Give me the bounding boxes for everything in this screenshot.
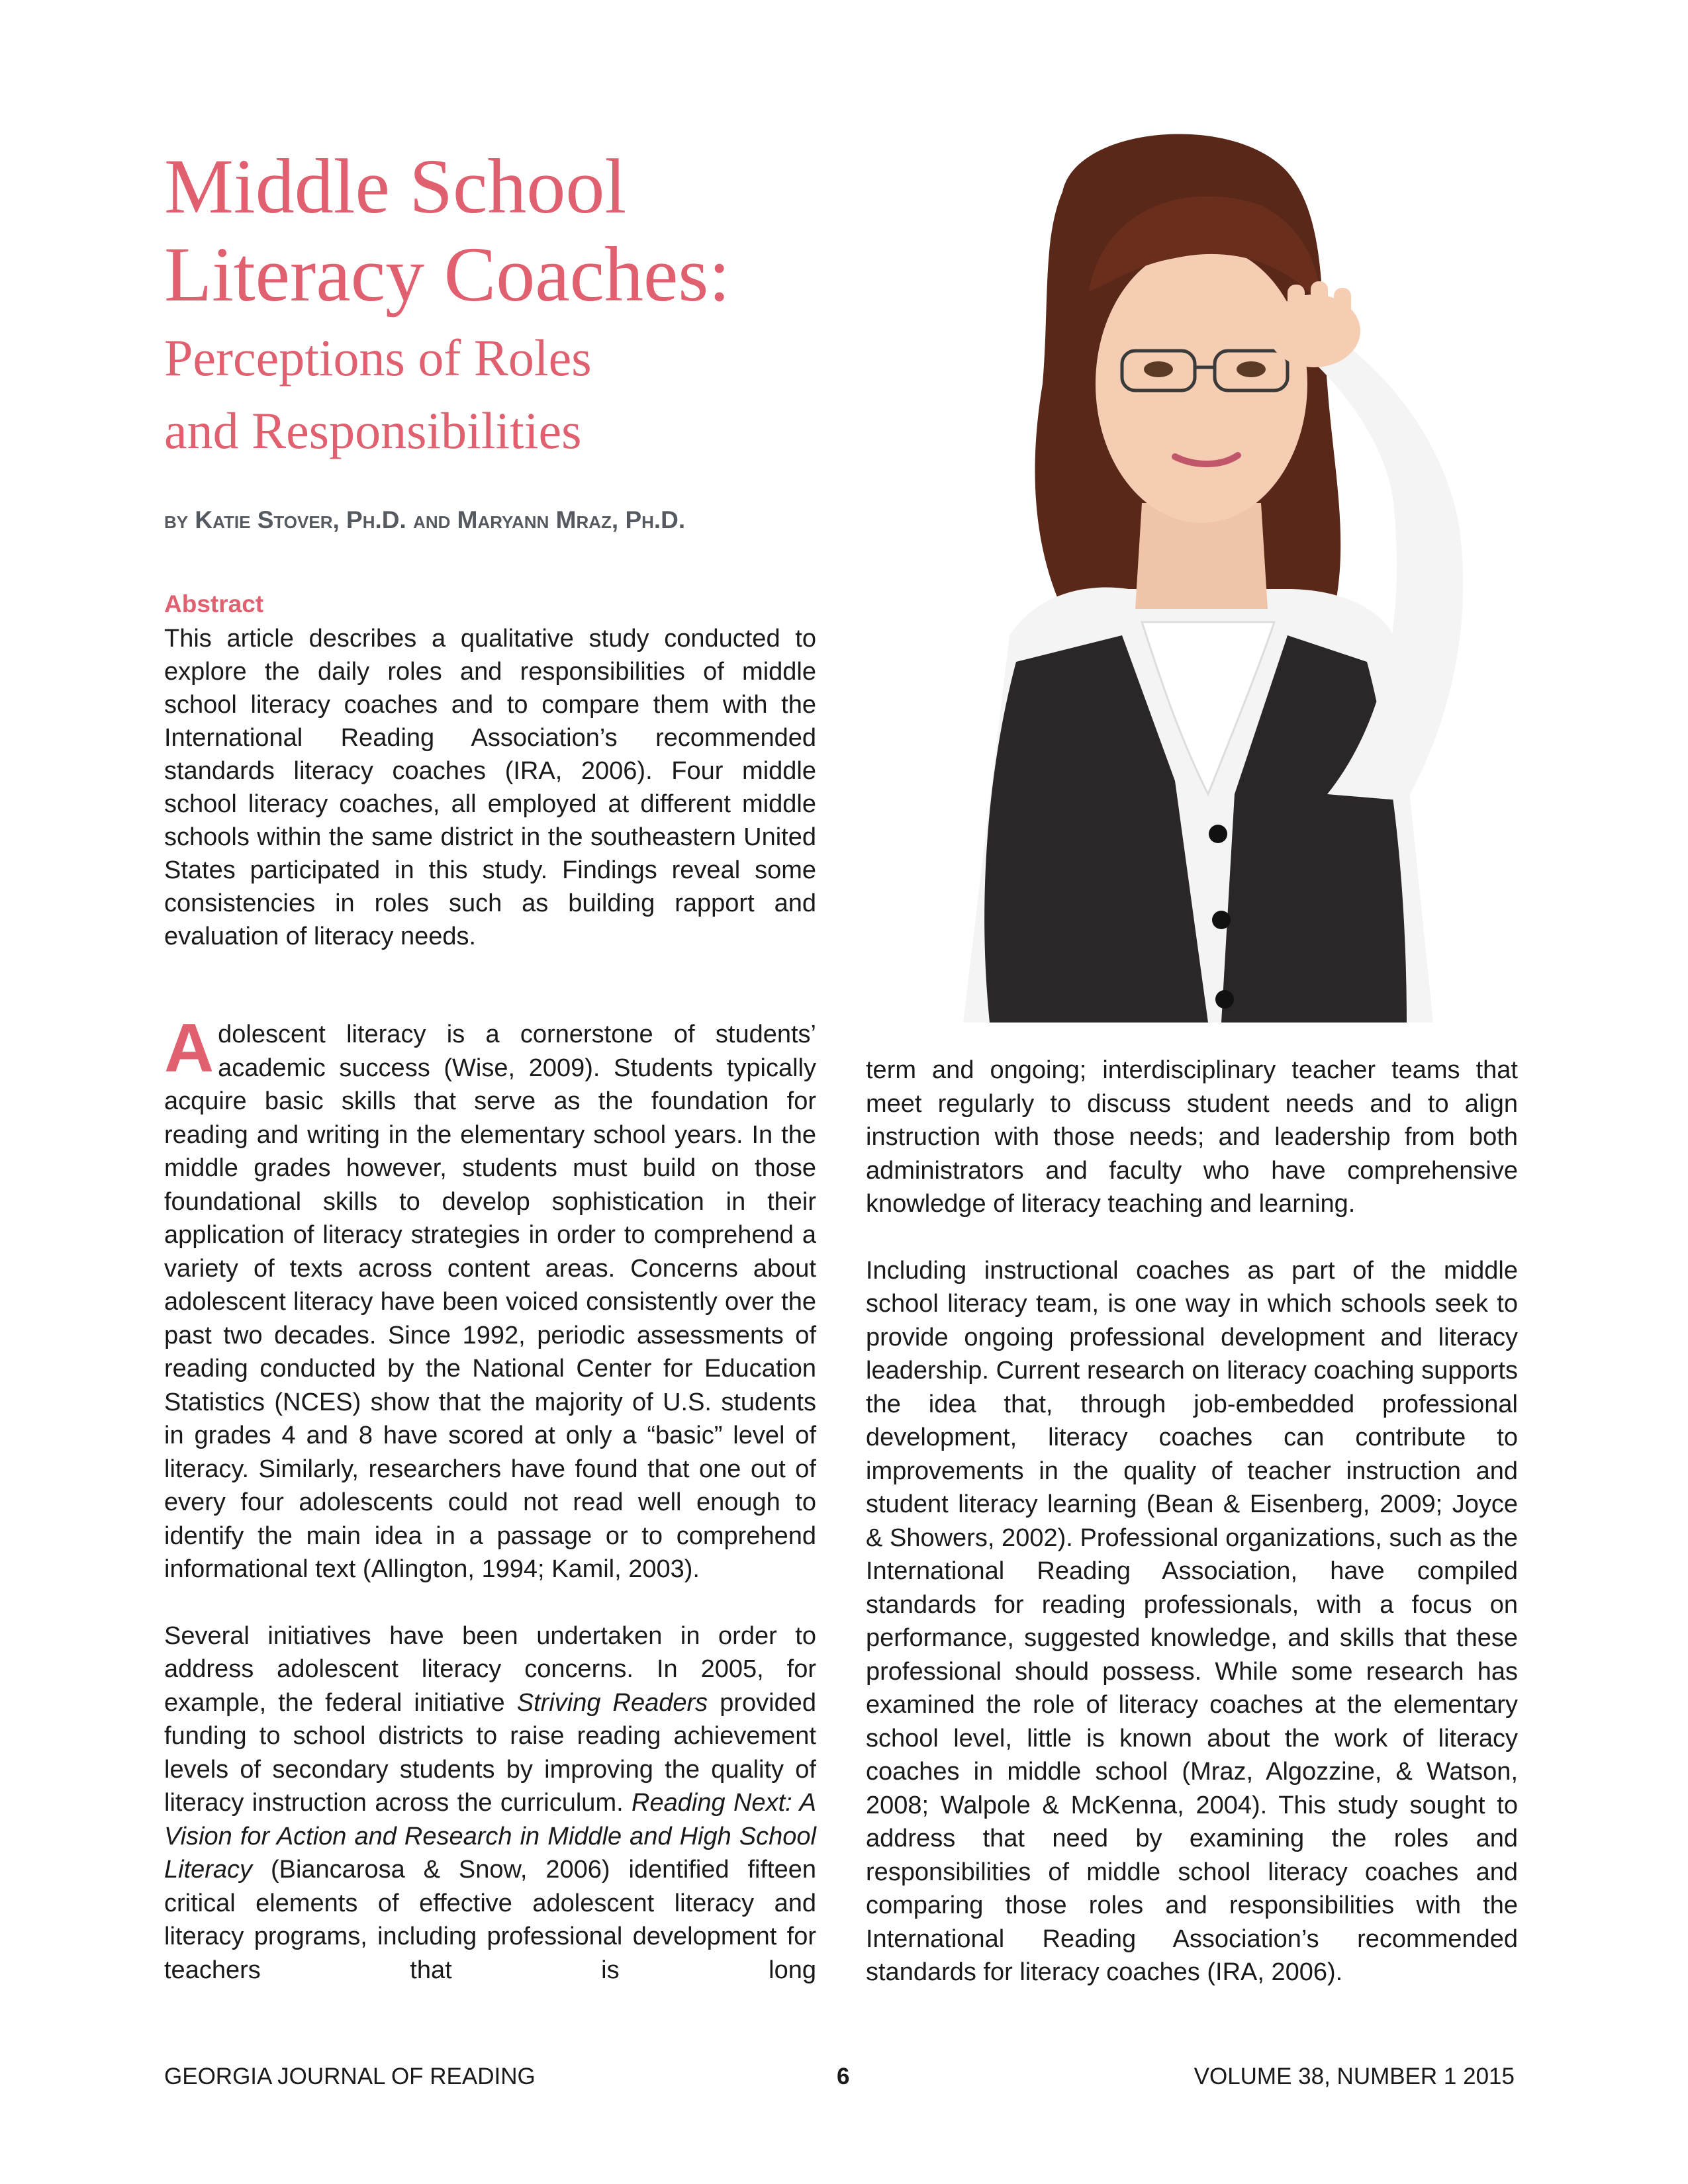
page-number: 6 bbox=[837, 2064, 850, 2089]
title-line-2: Literacy Coaches: bbox=[164, 231, 731, 318]
drop-cap: A bbox=[164, 1010, 214, 1087]
paragraph-2-text-c: (Biancarosa & Snow, 2006) identified fifteen critical elements of effective adolescent literacy and literacy programs, including professional development for teachers that is long bbox=[164, 1856, 816, 1984]
article-title bbox=[164, 142, 945, 464]
body-paragraph-2-continued: term and ongoing; interdisciplinary teacher teams that meet regularly to discuss student needs and to align instruction with those needs; and leadership from both administrators and faculty who have comprehensive knowledge of literacy teaching and learning. bbox=[866, 1056, 1518, 1218]
body-column-left bbox=[164, 1010, 816, 2020]
subtitle-line-2: and Responsibilities bbox=[164, 402, 582, 459]
paragraph-2-text-a: Several initiatives have been undertaken in order to address adolescent literacy concerns. In 2005, for example, the federal initiative bbox=[164, 1621, 816, 1717]
body-paragraph-2 bbox=[164, 1619, 816, 1987]
body-paragraph-3: Including instructional coaches as part of the middle school literacy team, is one way in which schools seek to provide ongoing professional development and literacy leadership. Current research on literacy coaching supports the idea that, through job-embedded professional development, literacy coaches can contribute to improvements in the quality of teacher instruction and student literacy learning (Bean & Eisenberg, 2009; Joyce & Showers, 2002). Professional organizations, such as the International Reading Association, have compiled standards for reading professionals, with a focus on performance, suggested knowledge, and skills that these professional should possess. While some research has examined the role of literacy coaches at the elementary school level, little is known about the work of literacy coaches in middle school (Mraz, Algozzine, & Watson, 2008; Walpole & McKenna, 2004). This study sought to address that need by examining the roles and responsibilities of middle school literacy coaches and comparing those roles and responsibilities with the International Reading Association’s recommended standards for literacy coaches (IRA, 2006). bbox=[866, 1256, 1518, 1986]
paragraph-1-text: dolescent literacy is a cornerstone of students’ academic success (Wise, 2009). Students typically acquire basic skills that serve as the foundation for reading and writing in the elementary school years. In the middle grades however, students must build on those foundational skills to develop sophistication in their application of literacy strategies in order to comprehend a variety of texts across content areas. Concerns about adolescent literacy have been voiced consistently over the past two decades. Since 1992, periodic assessments of reading conducted by the National Center for Education Statistics (NCES) show that the majority of U.S. students in grades 4 and 8 have scored at only a “basic” level of literacy. Similarly, researchers have found that one out of every four adolescents could not read well enough to identify the main idea in a passage or to comprehend informational text (Allington, 1994; Kamil, 2003). bbox=[164, 1021, 816, 1583]
title-line-1: Middle School bbox=[164, 143, 627, 230]
journal-name: GEORGIA JOURNAL OF READING bbox=[164, 2064, 536, 2089]
volume-issue: VOLUME 38, NUMBER 1 2015 bbox=[1194, 2064, 1515, 2089]
article-photo bbox=[864, 132, 1519, 1023]
reading-next-title: Reading Next: A Vision for Action and Research in Middle and High School Literacy bbox=[164, 1789, 816, 1884]
paragraph-2-text-b: provided funding to school districts to raise reading achievement levels of secondary students by improving the quality of literacy instruction across the curriculum. bbox=[164, 1688, 816, 1817]
abstract-heading: Abstract bbox=[164, 590, 264, 617]
subtitle-line-1: Perceptions of Roles bbox=[164, 329, 592, 387]
body-paragraph-1 bbox=[164, 1010, 816, 1586]
author-byline: by Katie Stover, Ph.D. and Maryann Mraz, Ph.D. bbox=[164, 506, 686, 533]
woman-with-glasses-illustration bbox=[864, 132, 1519, 1023]
page-footer bbox=[164, 2064, 1515, 2097]
striving-readers-title: Striving Readers bbox=[516, 1688, 708, 1717]
body-column-right bbox=[866, 1054, 1518, 2023]
abstract-text: This article describes a qualitative study conducted to explore the daily roles and responsibilities of middle school literacy coaches and to compare them with the International Reading Association’s recommended standards literacy coaches (IRA, 2006). Four middle school literacy coaches, all employed at different middle schools within the same district in the southeastern United States participated in this study. Findings reveal some consistencies in roles such as building rapport and evaluation of literacy needs. bbox=[164, 625, 816, 950]
